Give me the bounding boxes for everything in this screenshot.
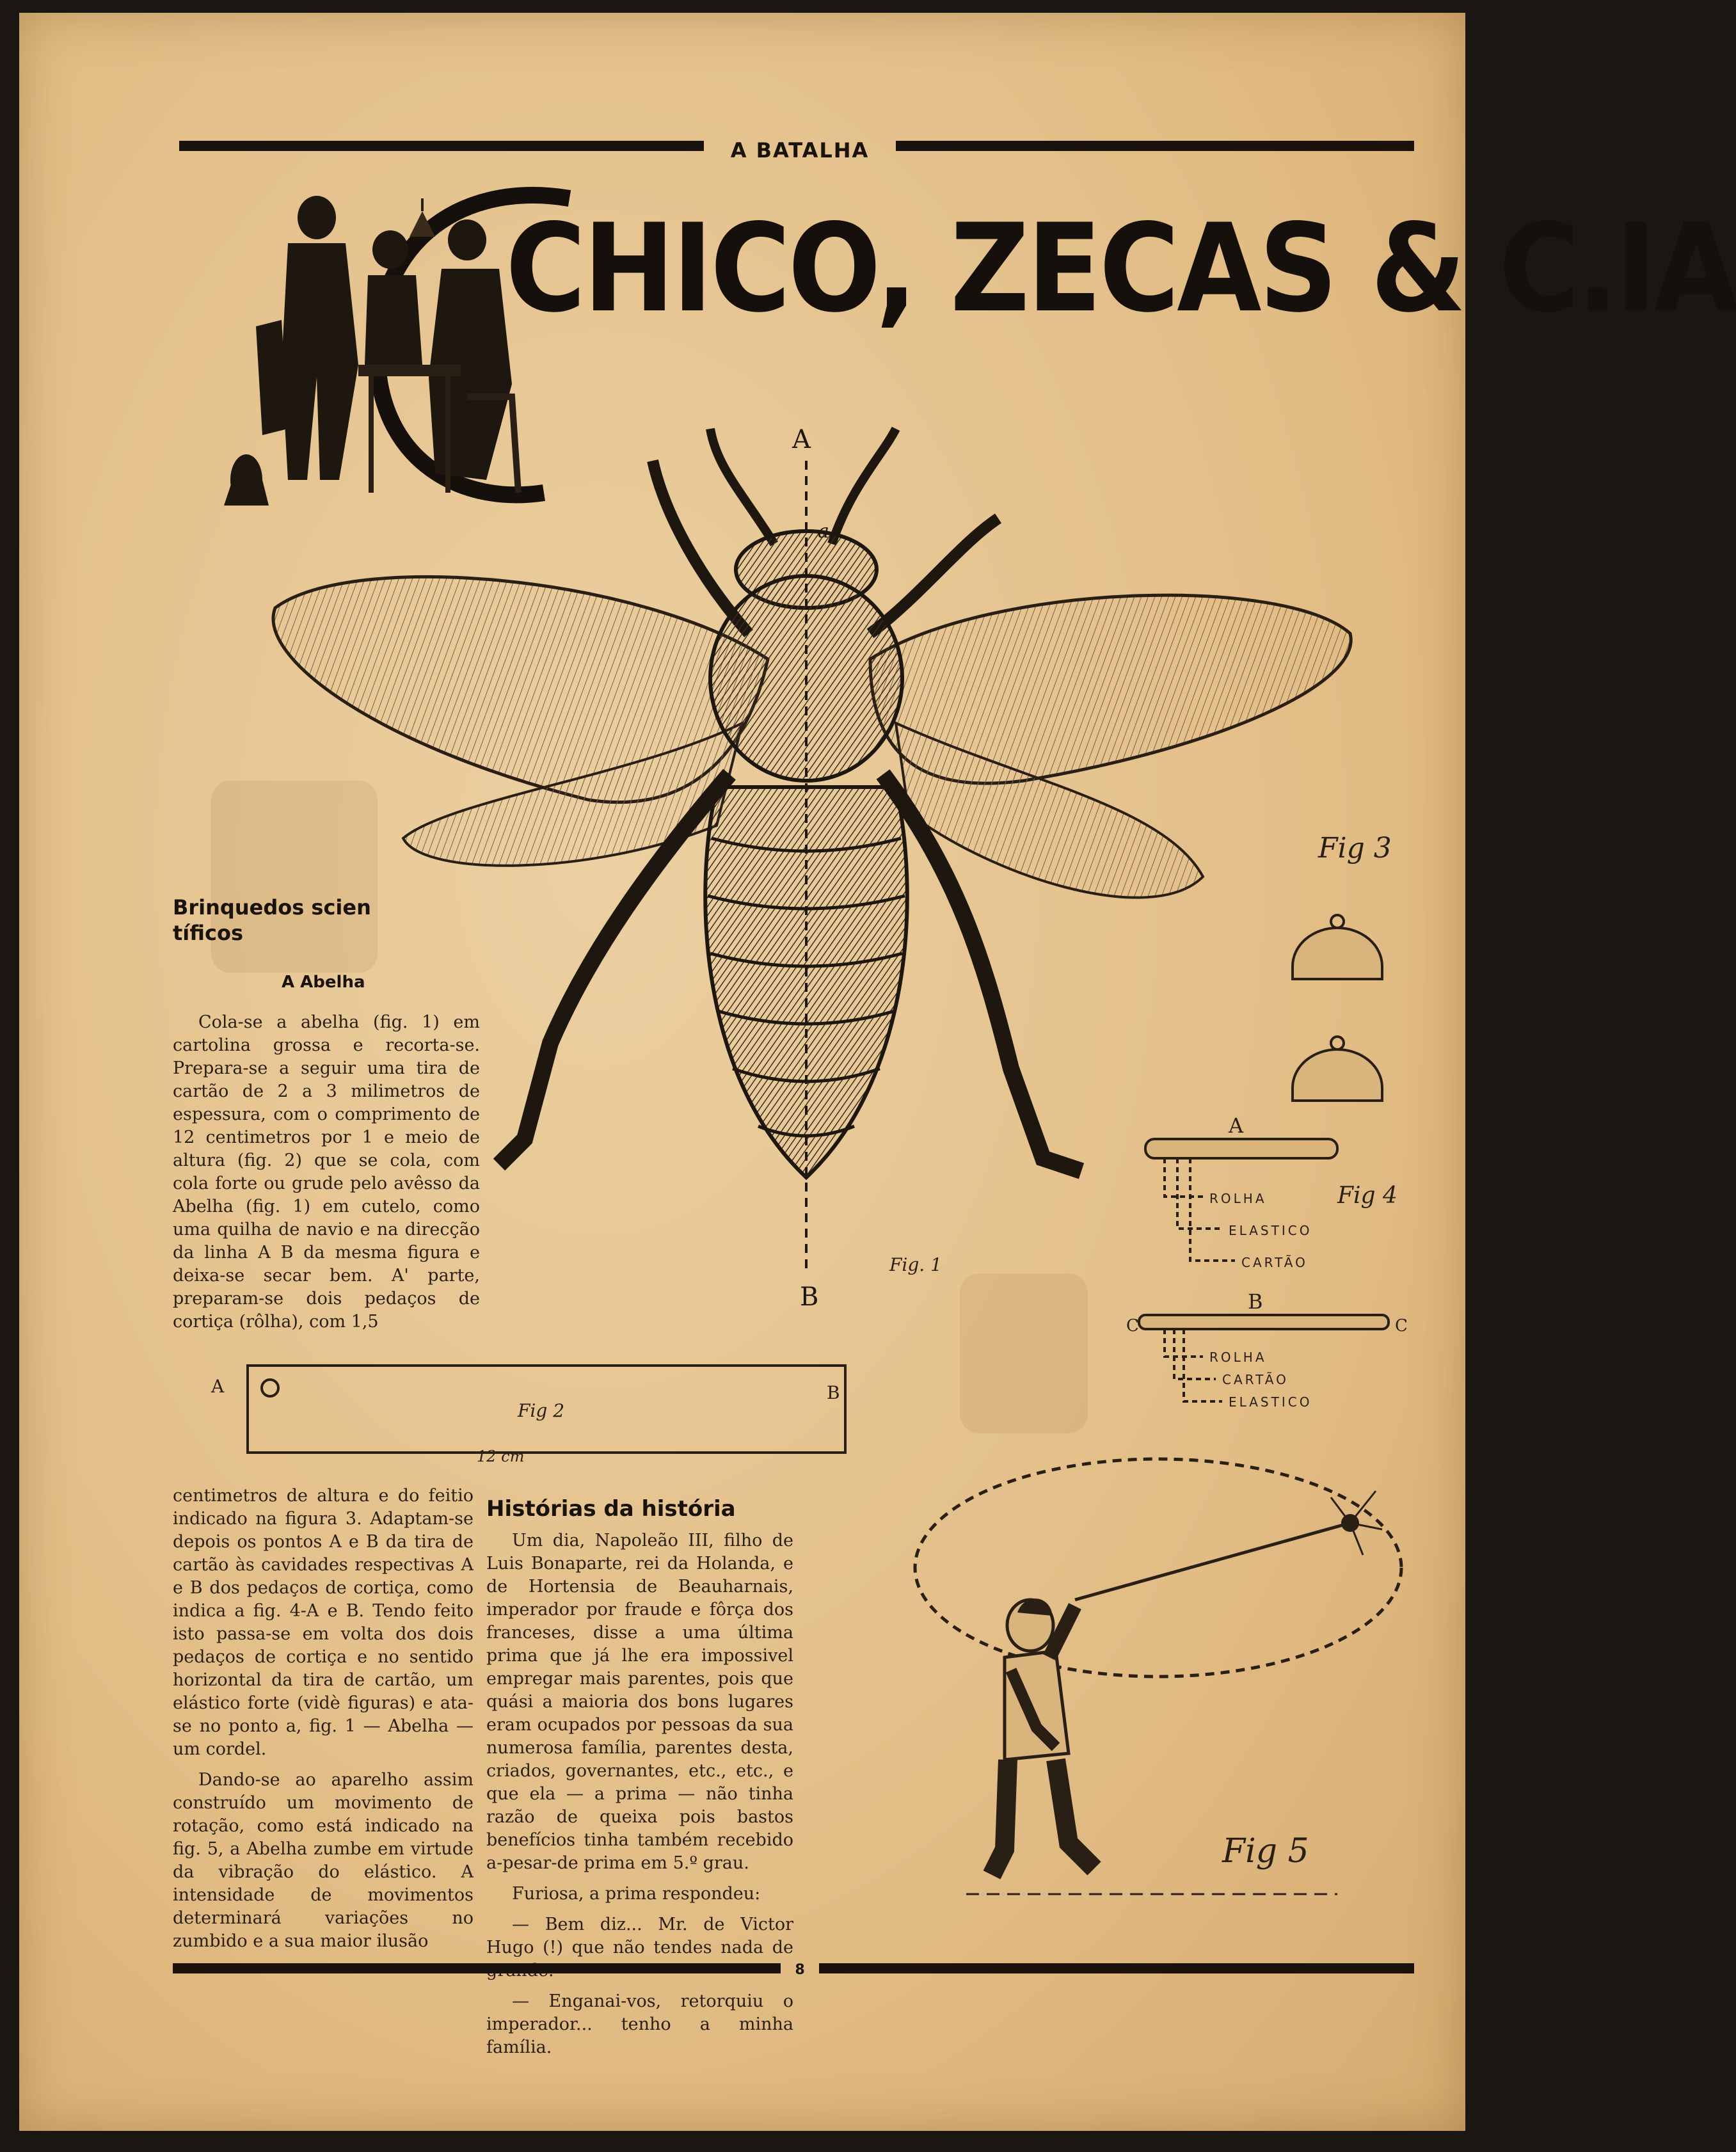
article2-paragraph: Um dia, Napoleão III, filho de Luis Bonaparte, rei da Holanda, e de Hortensia de Beauharnais, imperador por fraude e fôrça dos franceses, disse a uma última prima que já lhe era impossivel empregar mais parentes, pois que quási a maioria dos bons lugares eram ocupados por pessoas da sua numerosa família, parentes desta, criados, governantes, etc., etc., e que ela — a prima — não tinha razão de queixa pois bastos benefícios tinha também recebido a-pesar-de prima em 5.º grau. [486,1531,793,1873]
fig2-strip [246,1364,847,1454]
footer-rule-left [173,1963,781,1973]
bee-point-b-label: B [800,1282,819,1312]
fig3-fig4-diagrams [1126,819,1427,1433]
article2-paragraph: Furiosa, a prima respondeu: [512,1884,761,1904]
page-title: CHICO, ZECAS & C.IA [506,198,1736,339]
fig4b-label-rolha: ROLHA [1209,1350,1267,1365]
masthead: A BATALHA [730,138,870,163]
article2-paragraph: — Enganai-vos, retorquiu o imperador... tenho a minha família. [486,1991,793,2057]
article1-paragraph: centimetros de altura e do feitio indicado na figura 3. Adaptam-se depois os pontos A e B da tira de cartão às cavidades respectivas A e B dos pedaços de cortiça, como indica a fig. 4-A e B. Tendo feito isto passa-se em volta dos dois pedaços de cortiça e no sentido horizontal da tira de cartão, um elástico forte (vidè figuras) e ata-se no ponto a, fig. 1 — Abelha — um cordel. [173,1486,474,1759]
fig2-measure: 12 cm [477,1447,525,1465]
fig5-label: Fig 5 [1222,1832,1309,1870]
fig1-label: Fig. 1 [889,1254,942,1275]
header-rule-left [179,141,704,151]
fig3-label: Fig 3 [1318,832,1392,865]
fig2-point-a: A [211,1376,225,1397]
newspaper-page [19,13,1736,2131]
article2-title: Histórias da história [486,1496,736,1522]
fig4-point-b: B [1248,1289,1263,1314]
article2-paragraph: — Bem diz... Mr. de Victor Hugo (!) que não tendes nada de [486,1915,793,1957]
fig4b-label-elastico: ELASTICO [1229,1394,1312,1410]
article1-subtitle: A Abelha [282,973,365,992]
header-rule-right [896,141,1414,151]
article2-column [486,1529,793,2067]
article1-paragraph: Dando-se ao aparelho assim construído um movimento de rotação, como está indicado na fig. 5, a Abelha zumbe em virtude da vibração do elástico. A intensidade de movimentos determinará variações no zumbido e a sua maior ilusão [173,1770,474,1951]
fig4-label-rolha: ROLHA [1209,1191,1267,1206]
fig4-label-cartao: CARTÃO [1241,1255,1308,1270]
fig2-label: Fig 2 [518,1400,565,1421]
bee-point-small-a-label: a [818,520,829,543]
fig2-point-b: B [827,1382,840,1403]
fig4-label-elastico: ELASTICO [1229,1223,1312,1238]
footer-rule-right [819,1963,1414,1973]
fig4-point-c-right: C [1395,1316,1408,1335]
fig2-hole [260,1378,280,1398]
fig4-label: Fig 4 [1337,1183,1398,1209]
fig4-point-a: A [1229,1113,1244,1138]
fig5-boy-swinging-bee [889,1453,1414,1939]
bee-point-a-label: A [792,425,811,454]
article1-title: Brinquedos scien tíficos [173,895,371,945]
article1-column1 [173,1011,480,1341]
article1-column2 [173,1485,474,1961]
fig4b-label-cartao: CARTÃO [1222,1372,1289,1387]
fig4-point-c-left: C [1126,1316,1139,1335]
article1-paragraph: Cola-se a abelha (fig. 1) em cartolina grossa e recorta-se. Prepara-se a seguir uma tira de cartão de 2 a 3 milimetros de espessura, com o comprimento de 12 centimetros por 1 e meio de altura (fig. 2) que se cola, com cola forte ou grude pelo avêsso da Abelha (fig. 1) em cutelo, como uma quilha de navio e na direcção da linha A B da mesma figura e deixa-se secar bem. A' parte, preparam-se dois pedaços de cortiça (rôlha), com 1,5 [173,1012,480,1332]
page-number: 8 [795,1962,805,1978]
